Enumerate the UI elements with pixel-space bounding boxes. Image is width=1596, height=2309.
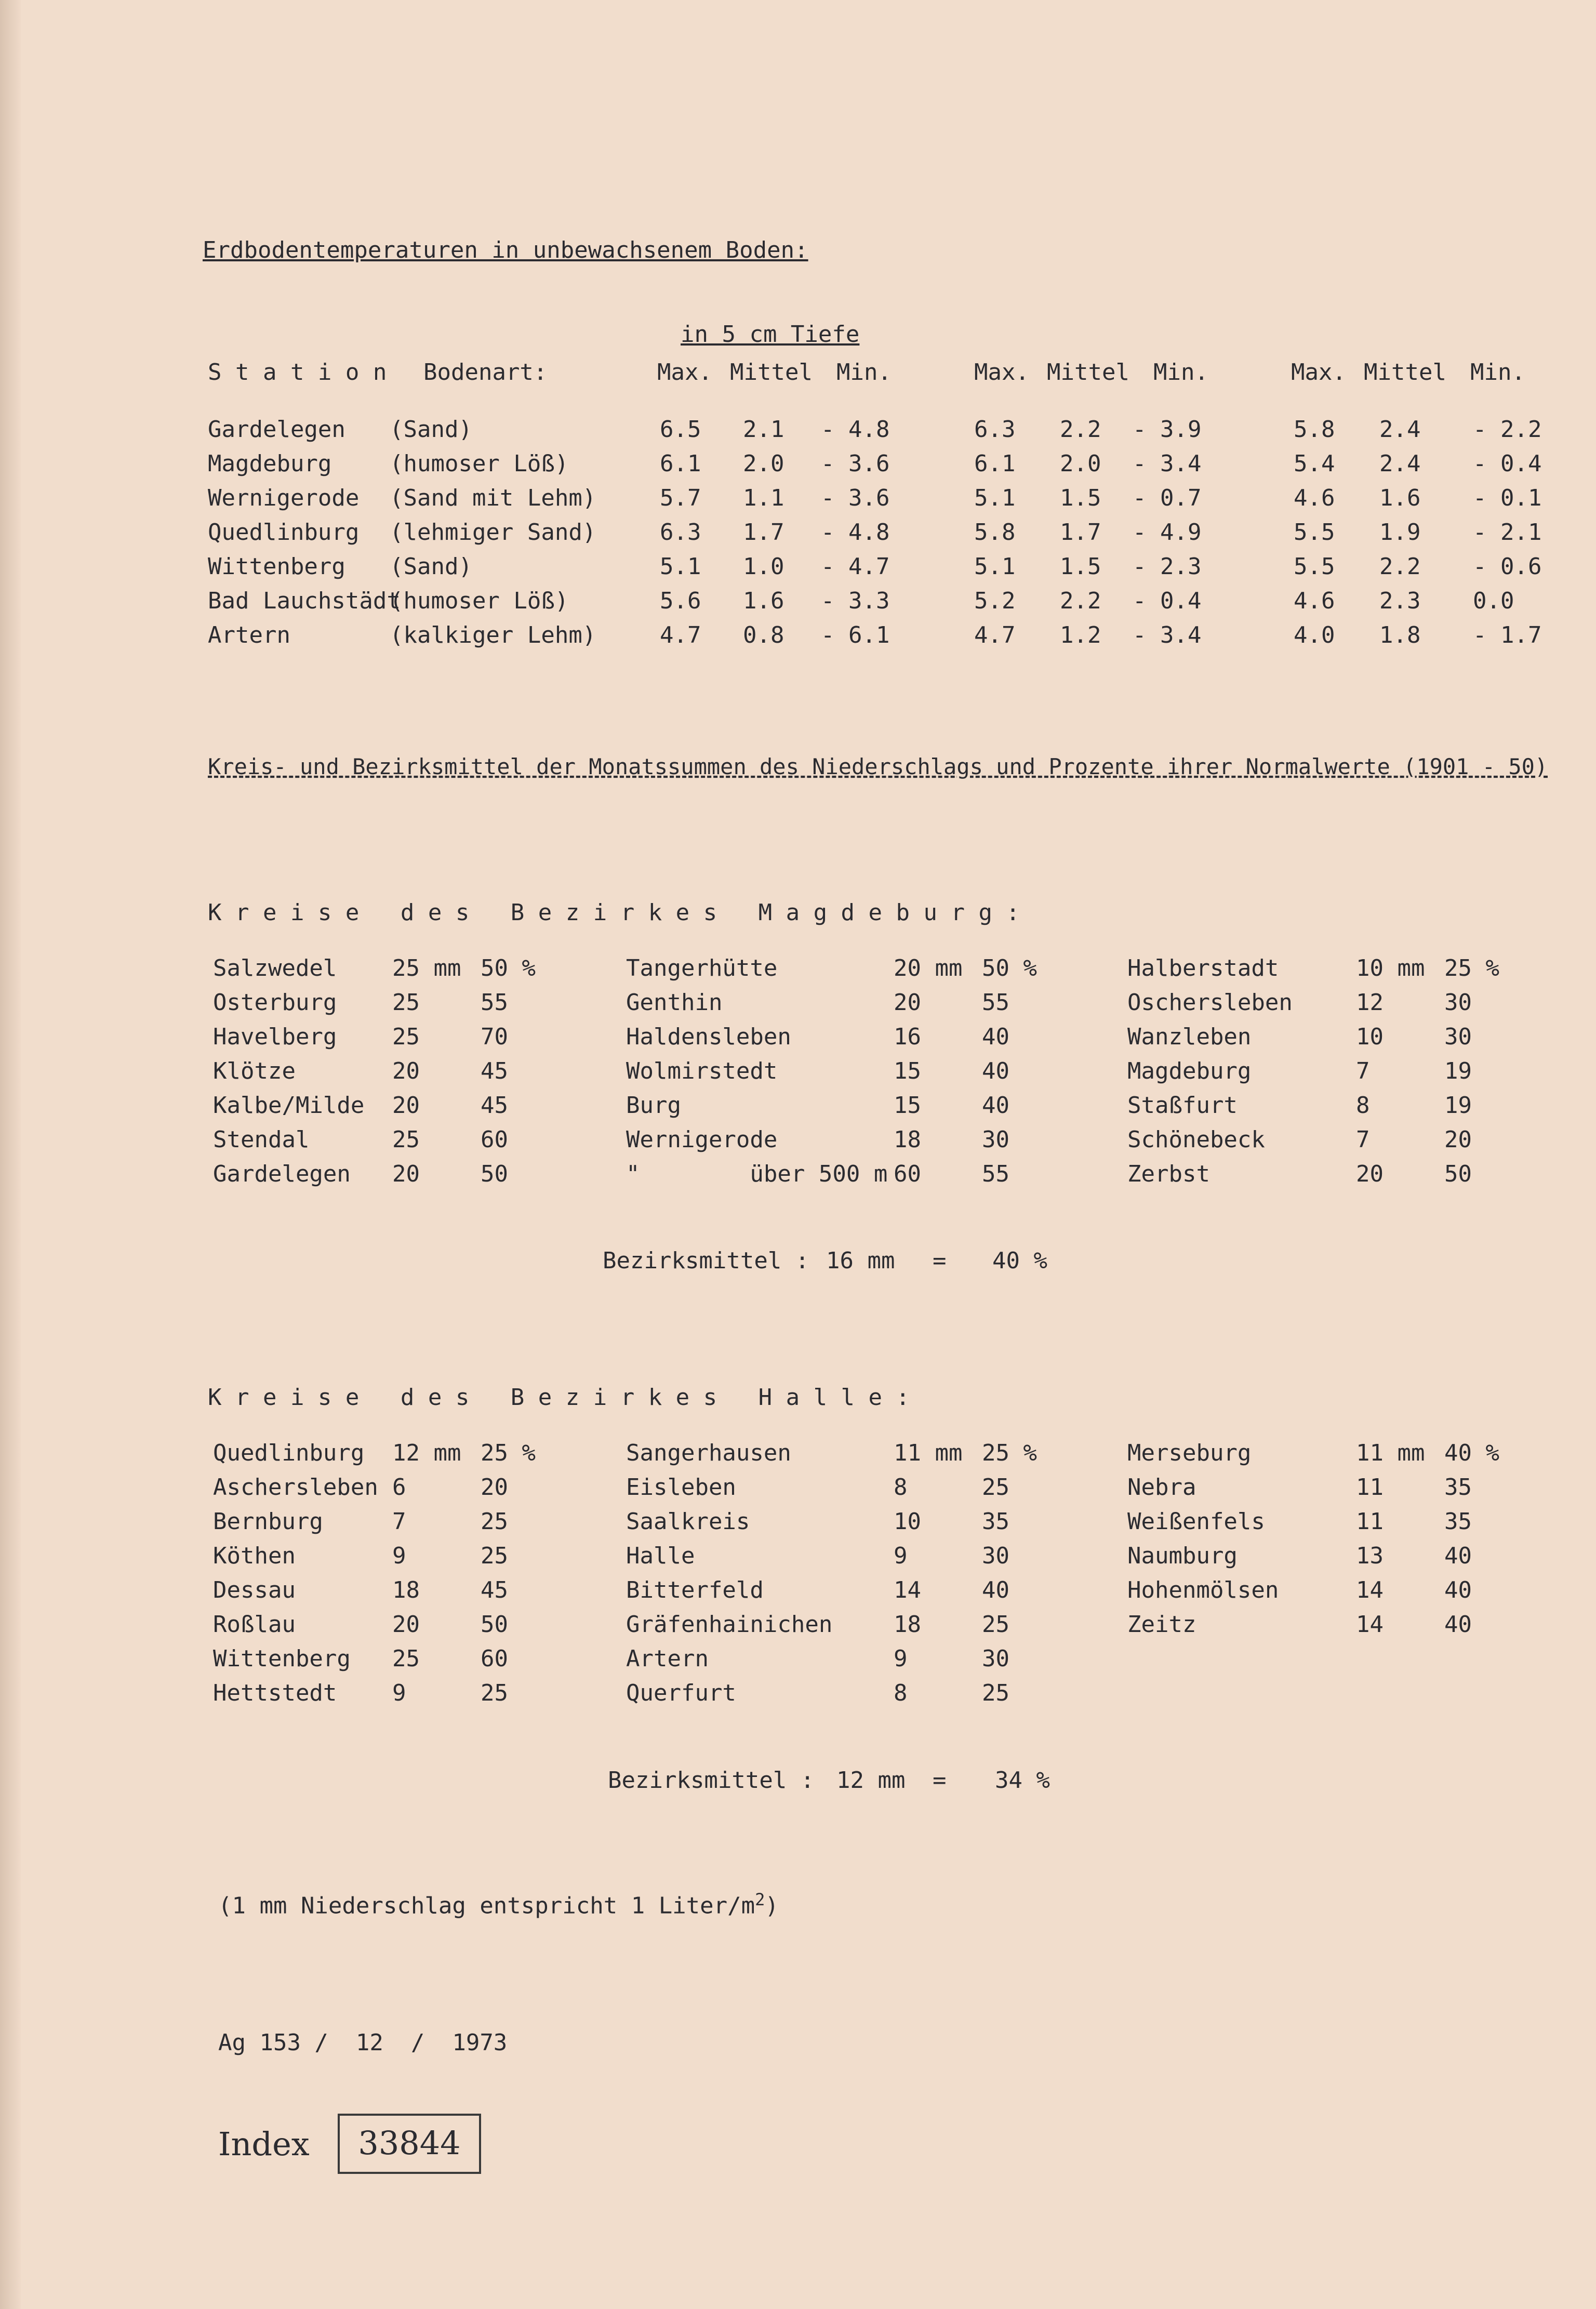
district-mm: 9: [894, 1543, 908, 1569]
district-mm: 11: [1356, 1508, 1384, 1535]
district-name: " über 500 m: [626, 1161, 888, 1187]
magdeburg-mean-pct: 40 %: [992, 1248, 1047, 1274]
district-name: Merseburg: [1127, 1440, 1252, 1466]
district-mm: 14: [894, 1577, 921, 1603]
district-mm: 18: [894, 1611, 921, 1638]
district-pct: 35: [982, 1508, 1009, 1535]
header-min: Min.: [836, 359, 892, 386]
soil-value: - 6.1: [821, 622, 890, 648]
soil-value: 2.2: [1379, 553, 1421, 580]
district-mm: 25: [392, 1024, 420, 1050]
district-name: Saalkreis: [626, 1508, 750, 1535]
soil-value: - 1.7: [1473, 622, 1542, 648]
soil-value: 5.1: [660, 553, 701, 580]
district-mm: 10 mm: [1356, 955, 1425, 981]
soil-value: - 0.7: [1133, 485, 1202, 511]
soil-value: - 2.1: [1473, 519, 1542, 546]
soil-value: 1.5: [1060, 485, 1101, 511]
district-name: Haldensleben: [626, 1024, 791, 1050]
soil-value: - 3.4: [1133, 622, 1202, 648]
district-pct: 30: [1444, 1024, 1472, 1050]
district-name: Oschersleben: [1127, 989, 1293, 1016]
soil-station: Magdeburg: [208, 450, 332, 477]
district-mm: 8: [1356, 1092, 1370, 1119]
district-mm: 20: [392, 1161, 420, 1187]
district-name: Kalbe/Milde: [213, 1092, 365, 1119]
district-mm: 7: [1356, 1126, 1370, 1153]
district-mm: 18: [392, 1577, 420, 1603]
soil-value: 1.7: [743, 519, 784, 546]
header-mittel: Mittel: [730, 359, 813, 386]
district-name: Hettstedt: [213, 1680, 337, 1706]
soil-value: 1.9: [1379, 519, 1421, 546]
district-pct: 40: [1444, 1611, 1472, 1638]
district-pct: 50 %: [982, 955, 1037, 981]
district-name: Halle: [626, 1543, 695, 1569]
district-pct: 19: [1444, 1058, 1472, 1084]
soil-value: - 3.4: [1133, 450, 1202, 477]
district-name: Querfurt: [626, 1680, 736, 1706]
soil-value: 6.1: [660, 450, 701, 477]
district-name: Naumburg: [1127, 1543, 1238, 1569]
header-mittel: Mittel: [1047, 359, 1129, 386]
district-mm: 14: [1356, 1611, 1384, 1638]
district-mm: 20 mm: [894, 955, 963, 981]
soil-value: 5.1: [974, 485, 1016, 511]
soil-type: (Sand): [390, 553, 472, 580]
header-min: Min.: [1470, 359, 1525, 386]
soil-value: - 3.9: [1133, 416, 1202, 443]
district-mm: 20: [1356, 1161, 1384, 1187]
soil-value: 5.4: [1294, 450, 1335, 477]
district-pct: 40: [982, 1058, 1009, 1084]
district-name: Wanzleben: [1127, 1024, 1252, 1050]
soil-station: Artern: [208, 622, 290, 648]
soil-type: (Sand): [390, 416, 472, 443]
soil-station: Gardelegen: [208, 416, 345, 443]
district-name: Schönebeck: [1127, 1126, 1265, 1153]
district-pct: 19: [1444, 1092, 1472, 1119]
magdeburg-title: K r e i s e d e s B e z i r k e s M a g d e b u r g :: [208, 899, 1020, 926]
soil-station: Wernigerode: [208, 485, 360, 511]
district-mm: 20: [894, 989, 921, 1016]
district-pct: 60: [481, 1126, 508, 1153]
district-pct: 25: [481, 1508, 508, 1535]
district-mm: 11 mm: [894, 1440, 963, 1466]
soil-value: 6.3: [974, 416, 1016, 443]
index-stamp: 33844: [338, 2114, 481, 2174]
district-name: Quedlinburg: [213, 1440, 365, 1466]
district-pct: 20: [1444, 1126, 1472, 1153]
soil-type: (kalkiger Lehm): [390, 622, 596, 648]
soil-value: - 3.3: [821, 588, 890, 614]
district-name: Klötze: [213, 1058, 296, 1084]
district-name: Genthin: [626, 989, 723, 1016]
district-name: Gardelegen: [213, 1161, 351, 1187]
district-pct: 50: [481, 1161, 508, 1187]
footnote-superscript: 2: [755, 1890, 765, 1909]
header-min: Min.: [1153, 359, 1208, 386]
district-pct: 40: [1444, 1543, 1472, 1569]
soil-value: 6.1: [974, 450, 1016, 477]
soil-value: - 0.4: [1133, 588, 1202, 614]
soil-station: Bad Lauchstädt: [208, 588, 401, 614]
district-mm: 14: [1356, 1577, 1384, 1603]
footnote-end: ): [765, 1892, 779, 1919]
district-pct: 25: [481, 1543, 508, 1569]
soil-value: 2.0: [743, 450, 784, 477]
district-mm: 11: [1356, 1474, 1384, 1501]
district-mm: 11 mm: [1356, 1440, 1425, 1466]
district-name: Hohenmölsen: [1127, 1577, 1279, 1603]
district-pct: 25 %: [1444, 955, 1499, 981]
soil-value: 6.5: [660, 416, 701, 443]
district-name: Artern: [626, 1646, 709, 1672]
soil-value: 5.7: [660, 485, 701, 511]
magdeburg-mean-eq: =: [933, 1248, 947, 1274]
soil-value: 4.6: [1294, 485, 1335, 511]
district-mm: 20: [392, 1058, 420, 1084]
soil-value: 2.4: [1379, 450, 1421, 477]
district-name: Eisleben: [626, 1474, 736, 1501]
halle-mean-mm: 12 mm: [836, 1767, 906, 1794]
district-mm: 20: [392, 1611, 420, 1638]
soil-value: 1.1: [743, 485, 784, 511]
district-pct: 25: [982, 1474, 1009, 1501]
district-name: Köthen: [213, 1543, 296, 1569]
soil-value: - 0.4: [1473, 450, 1542, 477]
soil-value: - 4.8: [821, 416, 890, 443]
header-mittel: Mittel: [1364, 359, 1446, 386]
soil-value: 4.7: [660, 622, 701, 648]
district-pct: 40: [1444, 1577, 1472, 1603]
soil-value: - 3.6: [821, 485, 890, 511]
district-pct: 50: [481, 1611, 508, 1638]
soil-value: - 0.6: [1473, 553, 1542, 580]
district-name: Wittenberg: [213, 1646, 351, 1672]
district-pct: 55: [982, 989, 1009, 1016]
soil-value: 1.2: [1060, 622, 1101, 648]
soil-subtitle: in 5 cm Tiefe: [681, 321, 860, 348]
soil-value: - 2.2: [1473, 416, 1542, 443]
district-pct: 25: [982, 1611, 1009, 1638]
district-mm: 9: [392, 1543, 406, 1569]
soil-value: - 0.1: [1473, 485, 1542, 511]
halle-mean-pct: 34 %: [995, 1767, 1050, 1794]
district-name: Magdeburg: [1127, 1058, 1252, 1084]
soil-title: Erdbodentemperaturen in unbewachsenem Boden:: [203, 237, 808, 263]
district-pct: 25 %: [481, 1440, 536, 1466]
district-pct: 30: [982, 1646, 1009, 1672]
soil-value: 2.3: [1379, 588, 1421, 614]
district-name: Sangerhausen: [626, 1440, 791, 1466]
district-pct: 40: [982, 1092, 1009, 1119]
district-name: Stendal: [213, 1126, 310, 1153]
district-pct: 50: [1444, 1161, 1472, 1187]
soil-type: (humoser Löß): [390, 588, 569, 614]
soil-value: 4.7: [974, 622, 1016, 648]
soil-value: 6.3: [660, 519, 701, 546]
district-mm: 15: [894, 1058, 921, 1084]
district-mm: 9: [894, 1646, 908, 1672]
header-max: Max.: [974, 359, 1029, 386]
soil-value: 2.2: [1060, 588, 1101, 614]
district-mm: 20: [392, 1092, 420, 1119]
district-name: Roßlau: [213, 1611, 296, 1638]
soil-value: - 2.3: [1133, 553, 1202, 580]
district-mm: 10: [1356, 1024, 1384, 1050]
district-pct: 55: [481, 989, 508, 1016]
district-pct: 50 %: [481, 955, 536, 981]
district-mm: 12 mm: [392, 1440, 461, 1466]
soil-value: 2.1: [743, 416, 784, 443]
soil-value: 1.6: [1379, 485, 1421, 511]
district-pct: 40 %: [1444, 1440, 1499, 1466]
soil-station: Quedlinburg: [208, 519, 360, 546]
district-name: Havelberg: [213, 1024, 337, 1050]
district-pct: 20: [481, 1474, 508, 1501]
district-mm: 12: [1356, 989, 1384, 1016]
district-name: Tangerhütte: [626, 955, 778, 981]
district-name: Burg: [626, 1092, 681, 1119]
soil-value: 5.2: [974, 588, 1016, 614]
district-mm: 16: [894, 1024, 921, 1050]
district-pct: 60: [481, 1646, 508, 1672]
district-name: Wernigerode: [626, 1126, 778, 1153]
district-pct: 70: [481, 1024, 508, 1050]
soil-value: 2.4: [1379, 416, 1421, 443]
soil-value: - 4.8: [821, 519, 890, 546]
footnote: [218, 1891, 779, 1918]
soil-value: 5.5: [1294, 519, 1335, 546]
precip-title: Kreis- und Bezirksmittel der Monatssummen des Niederschlags und Prozente ihrer Normalwerte (1901 - 50): [208, 754, 1548, 779]
district-name: Halberstadt: [1127, 955, 1279, 981]
district-mm: 18: [894, 1126, 921, 1153]
district-mm: 60: [894, 1161, 921, 1187]
halle-mean-eq: =: [933, 1767, 947, 1794]
soil-value: 0.8: [743, 622, 784, 648]
district-name: Weißenfels: [1127, 1508, 1265, 1535]
soil-value: 1.8: [1379, 622, 1421, 648]
district-name: Nebra: [1127, 1474, 1196, 1501]
soil-value: 1.0: [743, 553, 784, 580]
district-mm: 25: [392, 1646, 420, 1672]
district-pct: 25 %: [982, 1440, 1037, 1466]
district-mm: 25: [392, 989, 420, 1016]
district-pct: 35: [1444, 1508, 1472, 1535]
paper-edge: [0, 0, 21, 2309]
soil-value: 1.7: [1060, 519, 1101, 546]
district-mm: 15: [894, 1092, 921, 1119]
district-mm: 7: [1356, 1058, 1370, 1084]
soil-type: (lehmiger Sand): [390, 519, 596, 546]
district-mm: 10: [894, 1508, 921, 1535]
soil-value: - 4.9: [1133, 519, 1202, 546]
district-pct: 30: [1444, 989, 1472, 1016]
soil-value: 2.0: [1060, 450, 1101, 477]
district-mm: 6: [392, 1474, 406, 1501]
district-pct: 30: [982, 1126, 1009, 1153]
magdeburg-mean-mm: 16 mm: [826, 1248, 895, 1274]
district-name: Bernburg: [213, 1508, 323, 1535]
reference-number: Ag 153 / 12 / 1973: [218, 2029, 508, 2056]
soil-value: 4.0: [1294, 622, 1335, 648]
district-pct: 40: [982, 1577, 1009, 1603]
district-name: Zeitz: [1127, 1611, 1196, 1638]
soil-type: (humoser Löß): [390, 450, 569, 477]
soil-value: 5.8: [974, 519, 1016, 546]
district-mm: 9: [392, 1680, 406, 1706]
soil-value: 1.6: [743, 588, 784, 614]
footnote-text: (1 mm Niederschlag entspricht 1 Liter/m: [218, 1892, 755, 1919]
district-pct: 25: [982, 1680, 1009, 1706]
district-mm: 25 mm: [392, 955, 461, 981]
halle-mean-label: Bezirksmittel :: [608, 1767, 815, 1794]
magdeburg-mean-label: Bezirksmittel :: [603, 1248, 809, 1274]
district-name: Bitterfeld: [626, 1577, 764, 1603]
header-bodenart: Bodenart:: [423, 359, 548, 386]
district-mm: 8: [894, 1474, 908, 1501]
district-name: Wolmirstedt: [626, 1058, 778, 1084]
district-pct: 25: [481, 1680, 508, 1706]
soil-value: 0.0: [1473, 588, 1514, 614]
district-pct: 45: [481, 1577, 508, 1603]
halle-title: K r e i s e d e s B e z i r k e s H a l l e :: [208, 1384, 910, 1411]
header-station: S t a t i o n: [208, 359, 387, 386]
district-name: Salzwedel: [213, 955, 337, 981]
index-label: Index: [218, 2125, 310, 2163]
district-mm: 8: [894, 1680, 908, 1706]
district-name: Gräfenhainichen: [626, 1611, 833, 1638]
soil-type: (Sand mit Lehm): [390, 485, 596, 511]
district-name: Aschersleben: [213, 1474, 378, 1501]
soil-value: 5.6: [660, 588, 701, 614]
header-max: Max.: [657, 359, 712, 386]
soil-value: 4.6: [1294, 588, 1335, 614]
header-max: Max.: [1291, 359, 1346, 386]
soil-value: 1.5: [1060, 553, 1101, 580]
district-pct: 30: [982, 1543, 1009, 1569]
district-name: Staßfurt: [1127, 1092, 1238, 1119]
district-mm: 25: [392, 1126, 420, 1153]
district-pct: 35: [1444, 1474, 1472, 1501]
soil-value: - 3.6: [821, 450, 890, 477]
district-pct: 40: [982, 1024, 1009, 1050]
soil-station: Wittenberg: [208, 553, 345, 580]
soil-value: 5.1: [974, 553, 1016, 580]
district-name: Osterburg: [213, 989, 337, 1016]
district-pct: 45: [481, 1058, 508, 1084]
soil-value: - 4.7: [821, 553, 890, 580]
district-name: Zerbst: [1127, 1161, 1210, 1187]
soil-value: 5.8: [1294, 416, 1335, 443]
district-pct: 55: [982, 1161, 1009, 1187]
district-pct: 45: [481, 1092, 508, 1119]
soil-value: 2.2: [1060, 416, 1101, 443]
district-name: Dessau: [213, 1577, 296, 1603]
soil-value: 5.5: [1294, 553, 1335, 580]
district-mm: 13: [1356, 1543, 1384, 1569]
district-mm: 7: [392, 1508, 406, 1535]
